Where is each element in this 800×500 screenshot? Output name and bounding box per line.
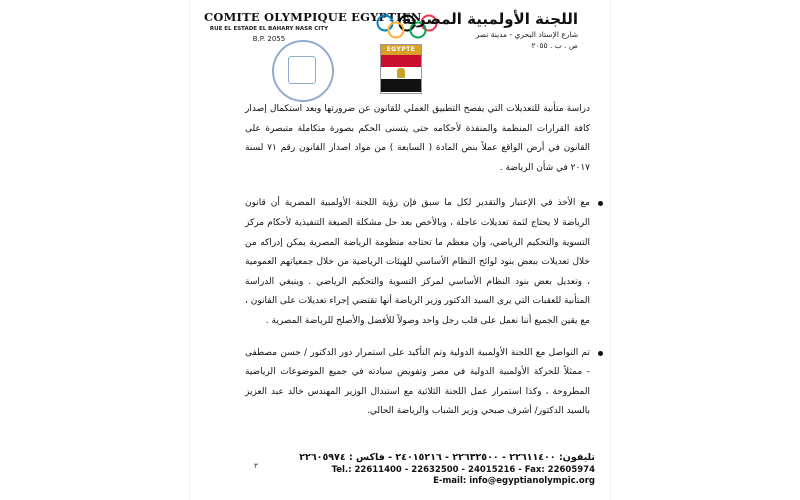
letter-footer: [245, 452, 595, 486]
address-english: RUE EL ESTADE EL BAHARY NASR CITY: [209, 26, 329, 32]
bullet-paragraph-2: [245, 194, 590, 331]
egypt-flag-shield-icon: [380, 44, 422, 94]
address-arabic: شارع الإستاد البحري - مدينة نصر: [475, 30, 578, 39]
email-address: E-mail: info@egyptianolympic.org: [433, 476, 595, 486]
letter-body: [245, 100, 590, 422]
body-paragraph-1: دراسة متأنية للتعديلات التي يفصح التطبيق العملي للقانون عن ضرورتها وبعد استكمال إصدار كافة القرارات المنظمة والمنفذة لأحكامه حتى يتسنى الحكم بصورة متكاملة متبصرة على القانون في أرض الواقع عملاً بنص المادة ( السابعة ) من مواد اصدار القانون رقم ٧١ لسنة ٢٠١٧ في شأن الرياضة .: [245, 104, 590, 173]
seal-stamp-icon: [272, 40, 334, 102]
phones-arabic: تليفون: ٢٢٦١١٤٠٠ - ٢٢٦٣٢٥٠٠ - ٢٤٠١٥٢١٦ - فاكس : ٢٢٦٠٥٩٧٤: [299, 452, 595, 463]
bullet-icon: [598, 351, 603, 356]
body-paragraph-2: مع الأخذ في الإعتبار والتقدير لكل ما سبق فإن رؤية اللجنة الأولمبية المصرية أن قانون الرياضة لا يحتاج لثمة تعديلات عاجلة ، وبالأخص بعد حل مشكلة الصيغة التنفيذية لأحكام مركز التسوية والتحكيم الرياضي، وأن معظم ما تحتاجه منظومة الرياضة المصرية يمكن إدراكه من خلال تعديلات ببعض بنود لوائح النظام الأساسي للهيئات الرياضية من خلال جمعياتهم العمومية ، وتعديل بعض بنود النظام الأساسي لمركز التسوية والتحكيم الرياضي . وينبغي الدراسة المتأنية للعقبات التي يرى السيد الدكتور وزير الرياضة أنها تقتضي إجراء تعديلات على القانون ، مع يقين الجميع أننا نعمل على قلب رجل واحد وصولاً للأفضل والأصلح للرياضة المصرية .: [245, 198, 590, 326]
phones-english: Tel.: 22611400 - 22632500 - 24015216 - Fax: 22605974: [331, 465, 595, 475]
header-english: [204, 10, 422, 43]
body-paragraph-3: تم التواصل مع اللجنة الأولمبية الدولية وتم التأكيد على استمرار دور الدكتور / حسن مصطفى - ممثلاً للحركة الأولمبية الدولية في مصر وتفويض سيادته في جميع الموضوعات الرياضية المطروحة ، وكذا استمرار عمل اللجنة الثلاثية مع استبدال الوزير المهندس خالد عبد العزيز بالسيد الدكتور/ أشرف صبحي وزير الشباب والرياضة الحالي.: [245, 347, 590, 417]
page-number: ٣: [254, 462, 258, 470]
po-box-arabic: ص . ب . ٢٠٥٥: [531, 41, 578, 50]
org-name-arabic: اللجنة الأولمبية المصرية: [402, 10, 578, 28]
shield-label: EGYPTE: [381, 45, 421, 55]
org-name-english: COMITE OLYMPIQUE EGYPTIEN: [204, 10, 422, 24]
header-arabic: [402, 10, 578, 50]
po-box-english: B.P. 2055: [252, 35, 286, 43]
bullet-paragraph-3: [245, 344, 590, 422]
